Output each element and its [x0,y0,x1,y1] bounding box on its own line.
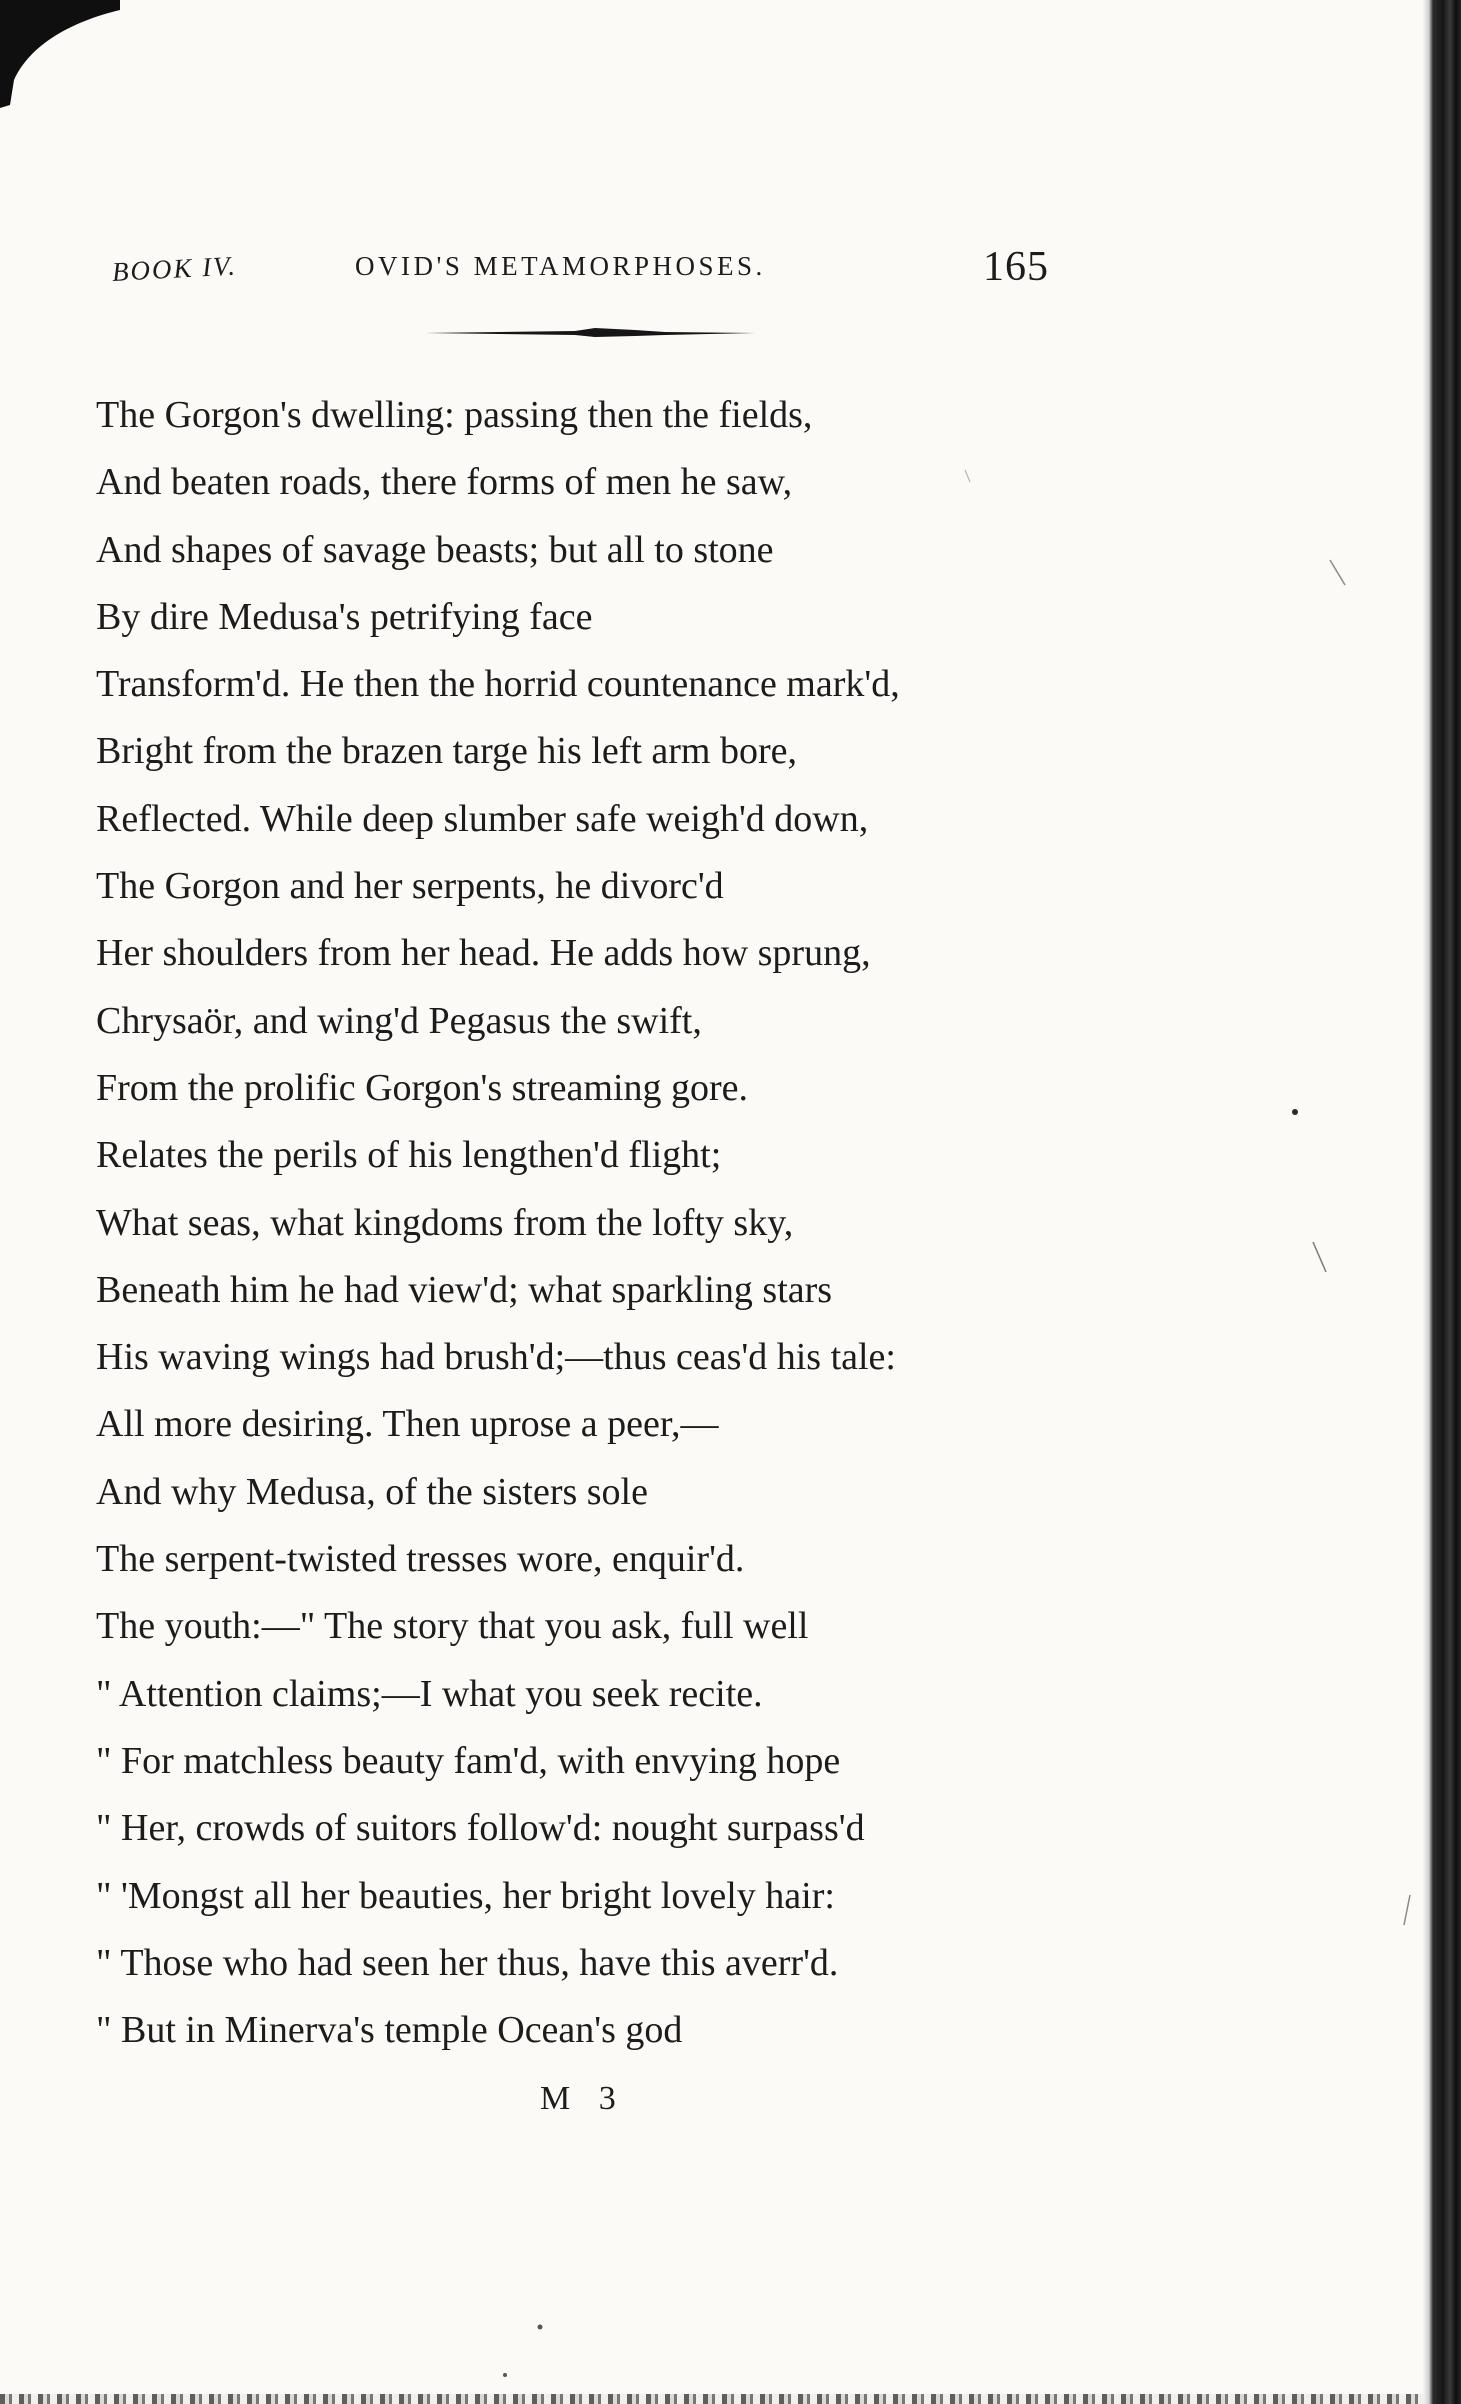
poem-line: " Attention claims;—I what you seek recite. [96,1672,763,1715]
poem-line: And beaten roads, there forms of men he saw, [96,461,793,504]
running-header [100,245,1100,305]
poem-line: What seas, what kingdoms from the lofty sky, [96,1201,794,1244]
poem-line: " Her, crowds of suitors follow'd: nought surpass'd [96,1807,865,1850]
poem-line: Her shoulders from her head. He adds how sprung, [96,932,871,975]
header-rule [425,325,755,341]
poem-line: " For matchless beauty fam'd, with envying hope [96,1739,841,1782]
poem-line: From the prolific Gorgon's streaming gore. [96,1066,749,1109]
poem-line: Relates the perils of his lengthen'd flight; [96,1134,722,1177]
page-number: 165 [983,244,1049,290]
poem-line: " But in Minerva's temple Ocean's god [96,2009,683,2052]
running-title: OVID'S METAMORPHOSES. [355,251,766,281]
poem-line: Beneath him he had view'd; what sparkling stars [96,1268,833,1311]
poem-line: Chrysaör, and wing'd Pegasus the swift, [96,999,702,1042]
poem-line: By dire Medusa's petrifying face [96,595,593,638]
poem-line: The serpent-twisted tresses wore, enquir'd. [96,1538,745,1581]
poem-text [96,382,1096,2064]
poem-line: Reflected. While deep slumber safe weigh'd down, [96,797,869,840]
poem-line: " Those who had seen her thus, have this averr'd. [96,1941,839,1984]
page-corner-shadow [0,0,120,110]
signature-mark: M 3 [540,2080,626,2117]
poem-line: Transform'd. He then the horrid countenance mark'd, [96,663,900,706]
poem-line: Bright from the brazen targe his left arm bore, [96,730,797,773]
poem-line: The Gorgon's dwelling: passing then the fields, [96,394,813,436]
poem-line: His waving wings had brush'd;—thus ceas'd his tale: [96,1336,896,1379]
book-binding-edge [1423,0,1461,2404]
poem-line: The youth:—" The story that you ask, full well [96,1605,809,1648]
poem-line: And why Medusa, of the sisters sole [96,1470,648,1513]
page-bottom-edge [0,2394,1423,2404]
book-label: BOOK IV. [111,250,238,287]
poem-line: " 'Mongst all her beauties, her bright lovely hair: [96,1874,835,1917]
poem-line: The Gorgon and her serpents, he divorc'd [96,865,724,908]
poem-line: And shapes of savage beasts; but all to stone [96,528,774,571]
poem-line: All more desiring. Then uprose a peer,— [96,1403,719,1446]
